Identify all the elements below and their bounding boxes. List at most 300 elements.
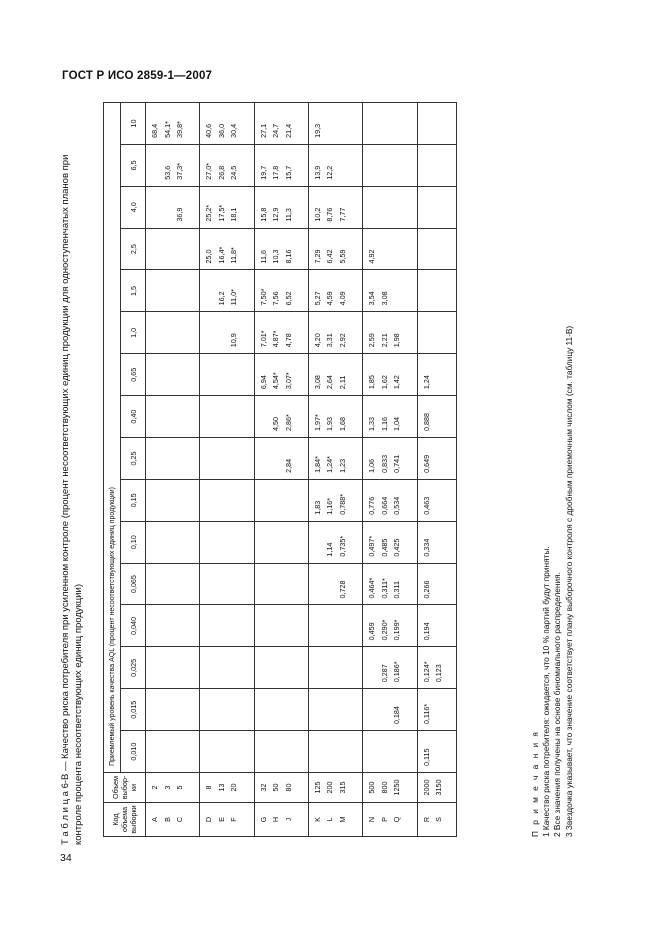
quality-value: 13,9: [312, 165, 322, 180]
quality-value-cell: [254, 563, 308, 605]
quality-value: [228, 691, 241, 724]
quality-value: 30,4: [229, 123, 239, 138]
quality-value: [174, 482, 187, 515]
quality-value: [283, 733, 296, 766]
quality-value: 4,92: [367, 249, 377, 264]
quality-value: [162, 314, 175, 347]
quality-value-cell: [146, 396, 200, 438]
quality-value: [174, 524, 187, 557]
quality-value-cell: [146, 270, 200, 312]
sample-code-cell: [308, 803, 362, 837]
quality-value: [258, 649, 271, 682]
quality-value-cell: [363, 438, 417, 480]
quality-value: [174, 649, 187, 682]
quality-value-cell: [417, 144, 456, 186]
sample-size: 8: [204, 785, 214, 790]
quality-value: [379, 691, 392, 724]
quality-value-cell: [254, 396, 308, 438]
quality-value: 0,463: [421, 496, 431, 515]
quality-value: 24,5: [229, 165, 239, 180]
quality-value: 15,8: [258, 207, 268, 222]
quality-value-cell: [200, 521, 254, 563]
quality-value: [433, 482, 446, 515]
quality-value: 0,649: [421, 454, 431, 473]
quality-value: [421, 231, 434, 264]
quality-value: [149, 566, 162, 599]
quality-value: [203, 649, 216, 682]
sample-size: 200: [325, 781, 335, 794]
sample-size-cell: [254, 773, 308, 803]
quality-value: 7,29: [312, 249, 322, 264]
quality-value-cell: [417, 186, 456, 228]
quality-value: 36,0: [216, 123, 226, 138]
sample-size: 32: [258, 783, 268, 792]
table-row-group: [363, 103, 417, 837]
quality-value: [379, 733, 392, 766]
quality-value: 0,464*: [367, 577, 377, 599]
quality-value-cell: [200, 731, 254, 773]
quality-value: [149, 189, 162, 222]
quality-value: [162, 231, 175, 264]
quality-value-cell: [254, 647, 308, 689]
quality-value: [433, 524, 446, 557]
table-row-group: [200, 103, 254, 837]
quality-value: [216, 440, 229, 473]
quality-value-cell: [363, 186, 417, 228]
caption-line-2: контроле процента несоответствующих единиц продукции): [72, 583, 84, 845]
quality-value: 0,199*: [392, 619, 402, 641]
quality-value: 19,3: [312, 123, 322, 138]
quality-value-cell: [417, 563, 456, 605]
quality-value: 3,08: [312, 375, 322, 390]
quality-value-cell: [200, 563, 254, 605]
quality-value: [162, 566, 175, 599]
quality-value: 1,68: [337, 417, 347, 431]
quality-value: 0,741: [392, 454, 402, 473]
quality-value: 1,24*: [325, 456, 335, 473]
quality-value: [433, 231, 446, 264]
quality-value: 1,85: [367, 375, 377, 390]
quality-value: [391, 273, 404, 306]
quality-value: 4,78: [283, 333, 293, 348]
quality-value-cell: [146, 521, 200, 563]
aql-level-header: 0,025: [121, 647, 146, 689]
quality-value: 7,77: [337, 207, 347, 222]
quality-value: [421, 105, 434, 138]
quality-value: [174, 608, 187, 641]
sample-code: L: [325, 817, 335, 822]
sample-code: Q: [392, 816, 402, 823]
table-row-group: [146, 103, 200, 837]
quality-value: 53,6: [162, 165, 172, 180]
quality-value: 1,23: [337, 458, 347, 473]
quality-value-cell: [363, 689, 417, 731]
quality-value: 0,115: [421, 748, 431, 766]
sample-code: S: [434, 817, 444, 822]
rotated-table-block: [60, 95, 620, 845]
quality-value: [216, 314, 229, 347]
quality-value: [366, 105, 379, 138]
sample-code-cell: [200, 803, 254, 837]
quality-value: 0,833: [379, 454, 389, 473]
quality-value: [324, 649, 337, 682]
quality-value: [337, 147, 350, 180]
quality-value-cell: [254, 689, 308, 731]
quality-value-cell: [363, 312, 417, 354]
quality-value: [270, 440, 283, 473]
sample-code: H: [271, 816, 281, 823]
quality-value: [228, 608, 241, 641]
quality-value: [258, 608, 271, 641]
quality-value-cell: [417, 479, 456, 521]
quality-value-cell: [200, 228, 254, 270]
quality-value-cell: [308, 521, 362, 563]
quality-value: [270, 482, 283, 515]
quality-value: 3,54: [367, 291, 377, 306]
quality-value: 1,16: [379, 417, 389, 431]
quality-value-cell: [254, 438, 308, 480]
quality-value: [421, 273, 434, 306]
sample-size: 500: [367, 781, 377, 794]
aql-levels-row: [121, 103, 146, 837]
quality-value: 8,76: [325, 207, 335, 222]
quality-value: [149, 733, 162, 766]
quality-value-cell: [200, 103, 254, 145]
quality-value-cell: [363, 396, 417, 438]
quality-value: [174, 733, 187, 766]
quality-value: [203, 314, 216, 347]
quality-value: [203, 524, 216, 557]
quality-value: [149, 231, 162, 264]
quality-value: 7,56: [271, 291, 281, 306]
quality-value: 0,425: [392, 538, 402, 557]
quality-value: 0,311*: [379, 578, 389, 599]
quality-value-cell: [308, 312, 362, 354]
quality-value-cell: [254, 144, 308, 186]
quality-value-cell: [417, 312, 456, 354]
quality-value: [203, 566, 216, 599]
quality-value: 0,776: [367, 496, 377, 515]
sample-size: 80: [283, 783, 293, 792]
quality-value: [324, 691, 337, 724]
quality-value-cell: [308, 605, 362, 647]
quality-value: [162, 691, 175, 724]
quality-value: 3,07*: [283, 372, 293, 390]
quality-value: 1,42: [392, 375, 402, 390]
quality-value-cell: [254, 731, 308, 773]
quality-value: [379, 231, 392, 264]
quality-value: 0,728: [337, 580, 347, 599]
quality-value: [270, 524, 283, 557]
quality-value: [312, 524, 325, 557]
quality-value-cell: [363, 647, 417, 689]
quality-value: [312, 691, 325, 724]
quality-value: [216, 398, 229, 431]
quality-value: 1,16*: [325, 497, 335, 515]
quality-value: [324, 566, 337, 599]
quality-value: [270, 566, 283, 599]
quality-value: [216, 356, 229, 389]
quality-value: [433, 398, 446, 431]
quality-value: 26,8: [216, 165, 226, 180]
quality-value: [283, 608, 296, 641]
quality-value-cell: [308, 438, 362, 480]
quality-value: 1,98: [392, 333, 402, 348]
quality-value-cell: [254, 521, 308, 563]
sample-code: G: [258, 816, 268, 823]
quality-value-cell: [308, 144, 362, 186]
quality-value: [216, 691, 229, 724]
quality-value-cell: [363, 605, 417, 647]
sample-code: P: [379, 817, 389, 822]
caption-line-1: Т а б л и ц а 6-В — Качество риска потребителя при усиленном контроле (процент несоответствующих единиц продукции для одноступенчатых планов при: [60, 154, 71, 845]
quality-value: 4,20: [312, 333, 322, 348]
notes-section: [530, 326, 575, 837]
quality-value: 1,24: [421, 375, 431, 390]
sample-size-cell: [146, 773, 200, 803]
quality-value: 6,42: [325, 249, 335, 264]
quality-value-cell: [417, 354, 456, 396]
consumer-risk-table: [103, 102, 457, 837]
quality-value-cell: [146, 563, 200, 605]
sample-size: 13: [216, 783, 226, 792]
quality-value: [258, 482, 271, 515]
quality-value: 0,311: [392, 581, 402, 599]
quality-value-cell: [146, 689, 200, 731]
sample-size: 315: [337, 781, 347, 794]
quality-value: [149, 147, 162, 180]
quality-value-cell: [363, 479, 417, 521]
quality-value: [270, 691, 283, 724]
quality-value: [162, 356, 175, 389]
quality-value-cell: [308, 228, 362, 270]
quality-value-cell: [308, 731, 362, 773]
quality-value: 4,59: [325, 291, 335, 306]
quality-value: [174, 398, 187, 431]
sample-code: A: [150, 817, 159, 822]
quality-value-cell: [363, 144, 417, 186]
quality-value: 0,124*: [421, 661, 431, 683]
quality-value-cell: [308, 270, 362, 312]
quality-value: 1,93: [325, 417, 335, 431]
quality-value: [216, 482, 229, 515]
quality-value: 0,459: [367, 622, 377, 641]
quality-value-cell: [308, 563, 362, 605]
quality-value: [174, 356, 187, 389]
quality-value-cell: [417, 647, 456, 689]
quality-value: 2,64: [325, 375, 335, 390]
sample-code: B: [162, 817, 172, 822]
quality-value-cell: [200, 605, 254, 647]
quality-value-cell: [200, 312, 254, 354]
quality-value: 0,123: [434, 664, 444, 683]
sample-code: J: [283, 817, 293, 822]
quality-value-cell: [200, 354, 254, 396]
quality-value: [312, 733, 325, 766]
quality-value-cell: [254, 479, 308, 521]
quality-value: [258, 398, 271, 431]
quality-value: [312, 566, 325, 599]
quality-value-cell: [308, 354, 362, 396]
quality-value-cell: [200, 270, 254, 312]
quality-value: [162, 649, 175, 682]
aql-level-header: 0,010: [121, 731, 146, 773]
sample-code-cell: [417, 803, 456, 837]
sample-size-cell: [308, 773, 362, 803]
quality-value: 27,0*: [204, 162, 214, 180]
quality-value: [216, 566, 229, 599]
quality-value: [149, 608, 162, 641]
quality-value: [228, 356, 241, 389]
quality-value: 12,9: [271, 207, 281, 222]
quality-value: 24,7: [271, 123, 281, 138]
quality-value: [174, 273, 187, 306]
quality-value: 36,9: [175, 207, 184, 222]
quality-value: 0,534: [392, 496, 402, 515]
quality-value-cell: [146, 605, 200, 647]
quality-value-cell: [146, 438, 200, 480]
quality-value-cell: [200, 438, 254, 480]
sample-size-cell: [417, 773, 456, 803]
quality-value: [433, 608, 446, 641]
quality-value-cell: [254, 270, 308, 312]
quality-value-cell: [146, 186, 200, 228]
quality-value: [203, 691, 216, 724]
quality-value: [312, 608, 325, 641]
quality-value: [283, 649, 296, 682]
quality-value: [433, 314, 446, 347]
quality-value: [391, 733, 404, 766]
quality-value: [391, 231, 404, 264]
table-body: [146, 103, 457, 837]
sample-code: D: [204, 816, 214, 823]
quality-value-cell: [363, 270, 417, 312]
quality-value: [216, 608, 229, 641]
quality-value: [283, 524, 296, 557]
aql-level-header: 1,0: [121, 312, 146, 354]
quality-value-cell: [363, 521, 417, 563]
quality-value: [162, 482, 175, 515]
quality-value: [283, 566, 296, 599]
quality-value: 16,4*: [216, 246, 226, 264]
quality-value-cell: [417, 521, 456, 563]
quality-value: [174, 440, 187, 473]
sample-size: 1250: [392, 779, 402, 796]
quality-value: 25,0: [204, 249, 214, 264]
aql-level-header: 1,5: [121, 270, 146, 312]
quality-value: 2,59: [367, 333, 377, 348]
sample-size-cell: [200, 773, 254, 803]
quality-value-cell: [417, 228, 456, 270]
quality-value: 0,184: [392, 706, 402, 725]
sample-size: 2: [150, 785, 159, 790]
quality-value: [312, 649, 325, 682]
quality-value: 2,92: [337, 333, 347, 348]
quality-value-cell: [200, 144, 254, 186]
quality-value-cell: [363, 731, 417, 773]
quality-value: [149, 273, 162, 306]
sample-size: 20: [229, 783, 239, 792]
document-header: ГОСТ Р ИСО 2859-1—2007: [62, 70, 213, 82]
quality-value-cell: [146, 354, 200, 396]
quality-value: [258, 566, 271, 599]
quality-value: [433, 189, 446, 222]
quality-value: [379, 105, 392, 138]
quality-value: [258, 524, 271, 557]
quality-value-cell: [254, 103, 308, 145]
quality-value: [366, 147, 379, 180]
quality-value: 39,8*: [175, 121, 184, 138]
quality-value: 8,16: [283, 249, 293, 264]
quality-value: [149, 482, 162, 515]
quality-value: [433, 356, 446, 389]
quality-value-cell: [146, 144, 200, 186]
quality-value-cell: [308, 186, 362, 228]
quality-value-cell: [417, 270, 456, 312]
sample-code: C: [175, 816, 184, 823]
quality-value: [421, 314, 434, 347]
quality-value-cell: [146, 479, 200, 521]
quality-value: [433, 566, 446, 599]
quality-value: 6,52: [283, 291, 293, 306]
quality-value: [283, 482, 296, 515]
quality-value: [324, 608, 337, 641]
notes-title: П р и м е ч а н и я: [530, 730, 540, 837]
quality-value: [433, 147, 446, 180]
quality-value-cell: [146, 647, 200, 689]
quality-value: 0,186*: [392, 661, 402, 683]
quality-value: [283, 691, 296, 724]
quality-value: [228, 482, 241, 515]
aql-level-header: 0,65: [121, 354, 146, 396]
quality-value: 16,2: [216, 291, 226, 306]
quality-value: 40,6: [204, 123, 214, 138]
quality-value-cell: [308, 689, 362, 731]
sample-size: 3150: [434, 779, 444, 796]
sample-code: N: [367, 816, 377, 823]
quality-value: 0,497*: [367, 535, 377, 557]
quality-value: 11,6: [258, 250, 268, 264]
quality-value: [366, 733, 379, 766]
quality-value: [203, 733, 216, 766]
quality-value: 0,290*: [379, 619, 389, 641]
aql-level-header: 0,015: [121, 689, 146, 731]
quality-value: 17,8: [271, 165, 281, 180]
quality-value: [258, 440, 271, 473]
table-container: [103, 102, 457, 837]
quality-value-cell: [363, 103, 417, 145]
quality-value: [203, 356, 216, 389]
quality-value: [203, 482, 216, 515]
sample-code: M: [337, 816, 347, 823]
sample-size: 125: [312, 781, 322, 794]
quality-value: [337, 649, 350, 682]
sample-code: R: [421, 816, 431, 823]
quality-value: [270, 733, 283, 766]
table-caption: [60, 105, 85, 845]
sample-size: 2000: [421, 779, 431, 796]
quality-value: 10,3: [271, 249, 281, 264]
sample-size: 5: [175, 785, 184, 790]
quality-value-cell: [200, 186, 254, 228]
quality-value: 0,485: [379, 538, 389, 557]
quality-value-cell: [308, 103, 362, 145]
quality-value: [391, 189, 404, 222]
quality-value-cell: [363, 354, 417, 396]
aql-level-header: 0,040: [121, 605, 146, 647]
quality-value: [149, 524, 162, 557]
quality-value: 1,14: [325, 542, 335, 557]
